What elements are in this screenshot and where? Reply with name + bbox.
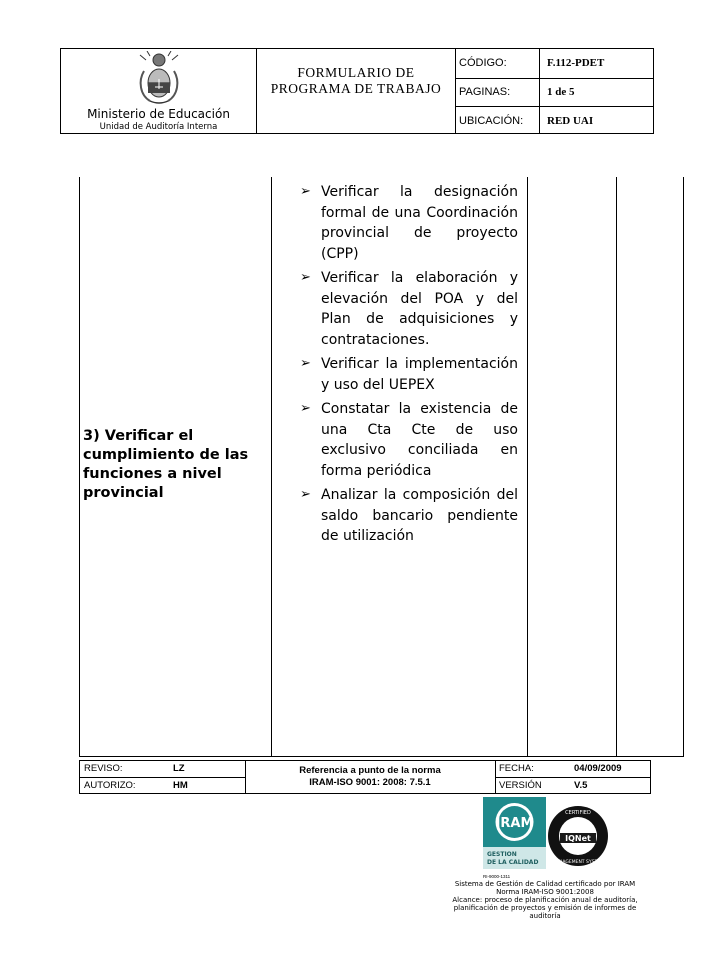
list-item — [298, 354, 518, 395]
table-border — [79, 177, 80, 757]
iram-caption: GESTION — [487, 851, 517, 858]
unit-name: Unidad de Auditoría Interna — [99, 122, 218, 132]
iram-logo-text: IRAM — [495, 816, 534, 831]
iqnet-ring-text: CERTIFIED — [565, 810, 591, 816]
list-item — [298, 268, 518, 350]
procedure-list — [298, 182, 518, 551]
iram-logo-icon — [483, 797, 546, 875]
table-column-divider — [616, 177, 617, 757]
certification-line: planificación de proyectos y emisión de informes de auditoría — [453, 904, 637, 920]
header-divider — [455, 49, 456, 133]
version-label: VERSIÓN — [499, 780, 542, 791]
codigo-value: F.112-PDET — [547, 57, 605, 69]
document-header — [60, 48, 654, 134]
reviso-label: REVISO: — [84, 763, 123, 774]
reviso-value: LZ — [173, 763, 185, 774]
ubicacion-label: UBICACIÓN: — [459, 115, 524, 127]
procedure-text: Verificar la elaboración y elevación del POA y del Plan de adquisiciones y contrataciones. — [321, 270, 518, 348]
norm-reference-line: IRAM-ISO 9001: 2008: 7.5.1 — [309, 777, 431, 788]
autorizo-label: AUTORIZO: — [84, 780, 136, 791]
table-column-divider — [527, 177, 528, 757]
autorizo-value: HM — [173, 780, 188, 791]
ubicacion-value: RED UAI — [547, 115, 594, 127]
paginas-label: PAGINAS: — [459, 86, 511, 98]
procedure-text: Verificar la designación formal de una Coordinación provincial de proyecto (CPP) — [321, 184, 518, 262]
list-item — [298, 485, 518, 547]
certification-line: Norma IRAM-ISO 9001:2008 — [496, 888, 594, 896]
procedure-text: Analizar la composición del saldo bancario pendiente de utilización — [321, 487, 518, 544]
arrow-bullet-icon: ➢ — [300, 270, 311, 285]
arrow-bullet-icon: ➢ — [300, 184, 311, 199]
procedure-text: Verificar la implementación y uso del UEPEX — [321, 356, 518, 393]
header-divider — [539, 49, 540, 133]
list-item — [298, 182, 518, 264]
table-border — [79, 756, 684, 757]
objective-text: 3) Verificar el cumplimiento de las funciones a nivel provincial — [83, 428, 249, 501]
norm-reference-line: Referencia a punto de la norma — [299, 765, 441, 776]
footer-row-divider — [80, 777, 245, 778]
paginas-value: 1 de 5 — [547, 86, 575, 98]
procedure-text: Constatar la existencia de una Cta Cte de uso exclusivo conciliada en forma periódica — [321, 401, 518, 479]
codigo-label: CÓDIGO: — [459, 57, 507, 69]
table-border — [683, 177, 684, 757]
header-row-divider — [455, 106, 653, 107]
list-item — [298, 399, 518, 481]
table-column-divider — [271, 177, 272, 757]
iram-caption: DE LA CALIDAD — [487, 859, 539, 866]
document-footer — [79, 760, 651, 794]
arrow-bullet-icon: ➢ — [300, 401, 311, 416]
form-title: FORMULARIO DE PROGRAMA DE TRABAJO — [270, 65, 442, 96]
iqnet-logo-text: IQNet — [565, 834, 591, 843]
iqnet-ring-text: MANAGEMENT SYSTEM — [552, 860, 604, 865]
arrow-bullet-icon: ➢ — [300, 356, 311, 371]
certification-line: Sistema de Gestión de Calidad certificado por IRAM — [454, 880, 636, 888]
iram-certificate-code: RI-9000-1311 — [483, 874, 511, 879]
norm-reference — [245, 765, 495, 789]
arrow-bullet-icon: ➢ — [300, 487, 311, 502]
header-row-divider — [455, 78, 653, 79]
coat-of-arms-icon — [136, 51, 182, 107]
ministry-name: Ministerio de Educación — [87, 107, 230, 121]
version-value: V.5 — [574, 780, 588, 791]
footer-row-divider — [495, 777, 650, 778]
certification-text — [440, 880, 650, 920]
fecha-value: 04/09/2009 — [574, 763, 622, 774]
certification-line: Alcance: proceso de planificación anual de auditoría, — [452, 896, 638, 904]
iqnet-logo-icon — [546, 804, 610, 868]
fecha-label: FECHA: — [499, 763, 534, 774]
